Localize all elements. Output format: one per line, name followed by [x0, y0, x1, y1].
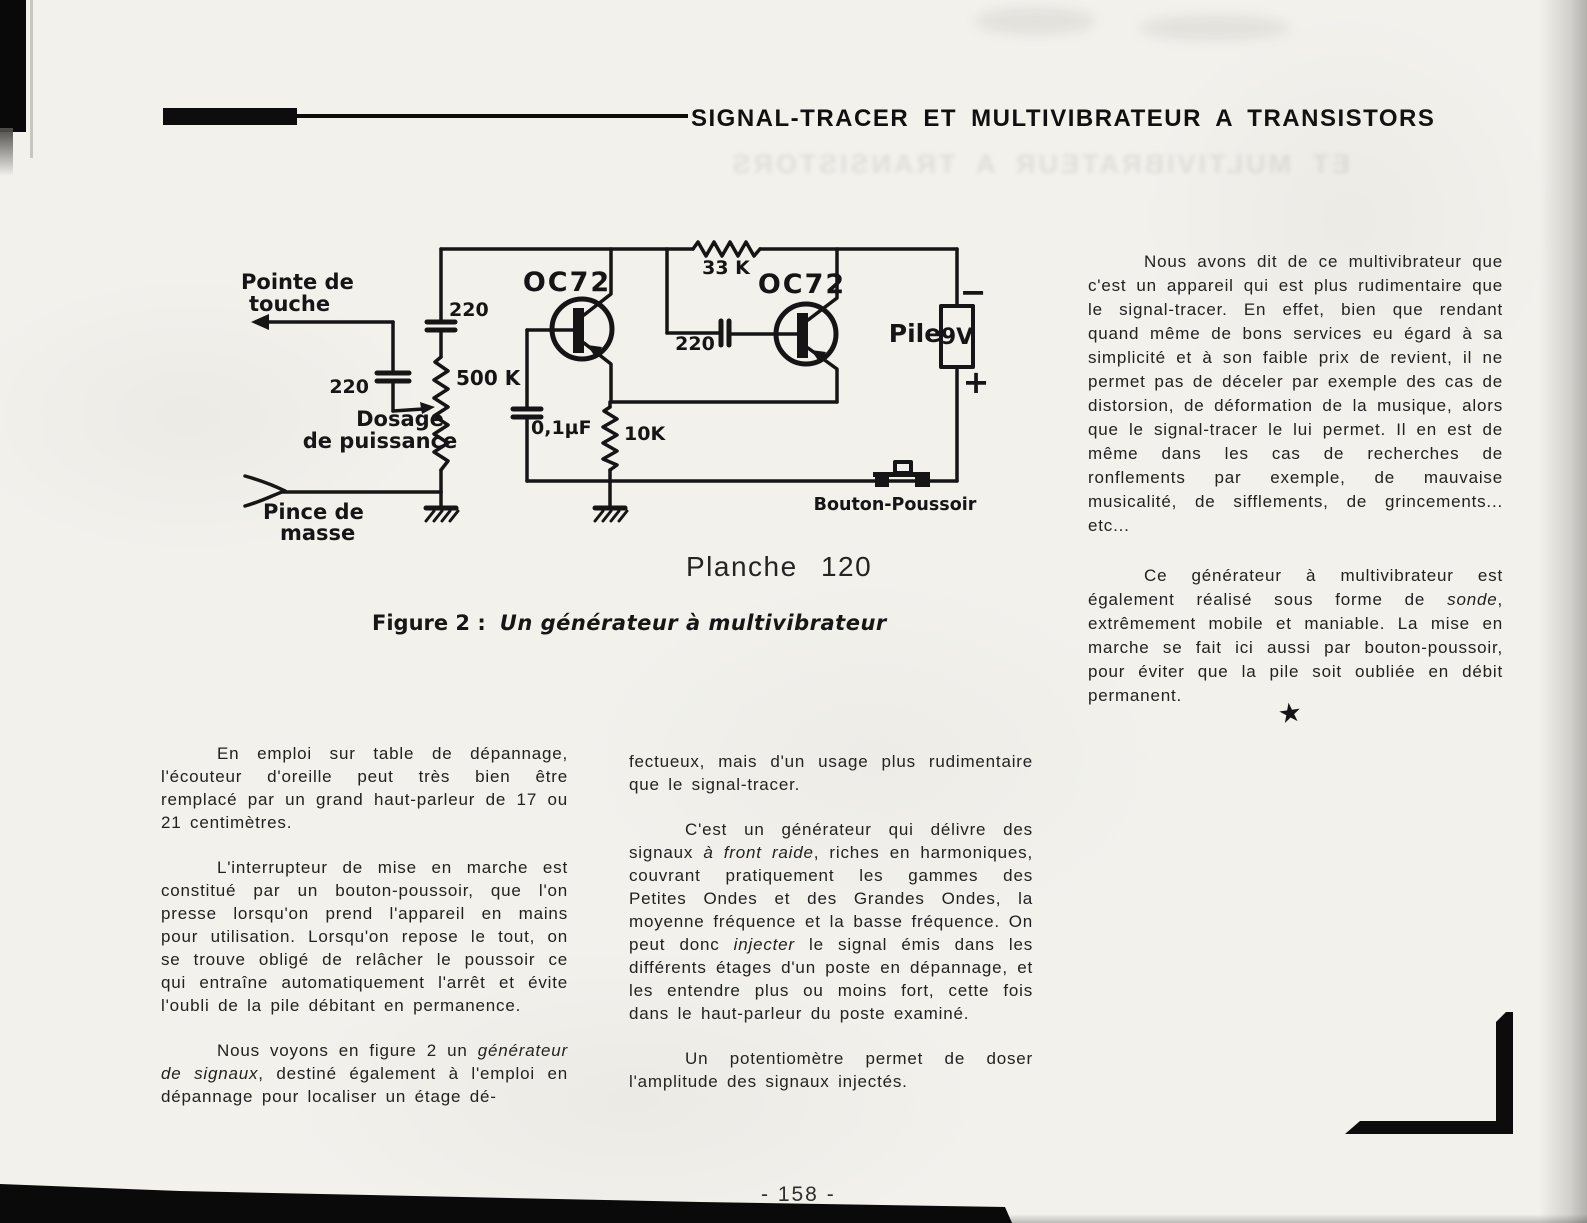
scan-edge-left: [30, 0, 33, 158]
button-knob: [895, 462, 911, 473]
scan-edge-left: [0, 128, 13, 176]
label-pot: Dosage: [356, 407, 444, 431]
label-pot-value: 500 K: [456, 366, 521, 390]
label-probe-cap: 220: [329, 376, 369, 398]
paragraph: En emploi sur table de dépannage, l'écouteur d'oreille peut très bien être remplacé par un grand haut-parleur de 17 ou 21 centimètres.: [161, 744, 568, 832]
scan-smudge: [975, 8, 1095, 34]
button-pad: [875, 477, 889, 487]
label-base-cap: 0,1µF: [531, 417, 592, 439]
paragraph-text: le signal émis dans les différents étages d'un poste en dépannage, et les entendre plus ou moins fort, cette fois dans le haut-parleur du poste examiné.: [629, 935, 1033, 1023]
paragraph: [161, 1039, 568, 1108]
scan-smudge: [1140, 16, 1290, 40]
ground-icon: [442, 511, 450, 521]
figure-schematic: [225, 235, 995, 547]
paragraph: Nous avons dit de ce multivibrateur que c'est un appareil qui est plus rudimentaire que le signal-tracer. En effet, bien que rendant quand même de bons services eu égard à sa simplicité et à son faible prix de revient, il ne permet pas de déceler par exemple des cas de distorsion, de déformation de la musique, alors que le signal-tracer le lui permet. Il en est de même dans les cas de recherches de ronflements par exemple, de mauvaise musicalité, de sifflements, de grincements... etc...: [1088, 252, 1503, 535]
label-transistor1: OC72: [522, 267, 612, 298]
label-pot: de puissance: [302, 429, 458, 453]
paragraph-text: Nous voyons en figure 2 un: [217, 1041, 478, 1060]
ground-icon: [619, 511, 627, 521]
paragraph: L'interrupteur de mise en marche est constitué par un bouton-poussoir, que l'on presse lorsqu'on prend l'appareil en mains pour utilisation. Lorsqu'on repose le tout, on se trouve obligé de relâcher le poussoir ce qui entraîne automatiquement l'arrêt et évite l'oubli de la pile débitant en permanence.: [161, 858, 568, 1015]
bleedthrough-ghost-title: ET MULTIVIBRATEUR A TRANSISTORS: [729, 149, 1350, 179]
scan-edge-right: [1539, 0, 1587, 1223]
star-separator: ★: [1275, 696, 1305, 730]
label-clip: Pince de: [263, 500, 364, 524]
paragraph-italic: générateur de signaux: [161, 1041, 568, 1083]
ground-icon: [595, 511, 603, 521]
paragraph: [1088, 564, 1503, 708]
circuit-schematic: [225, 235, 995, 547]
paragraph-text: C'est un générateur qui délivre des signaux: [629, 820, 1033, 862]
resistor-10k: [603, 407, 617, 470]
label-top-cap: 220: [449, 299, 489, 321]
plate-caption: Planche 120: [686, 551, 873, 582]
label-probe: Pointe de: [241, 270, 354, 294]
label-push-button: Bouton-Poussoir: [813, 495, 977, 515]
resistor-33k: [693, 242, 760, 256]
paragraph-text: , extrêmement mobile et maniable. La mise en marche se fait ici aussi par bouton-poussoir, pour éviter que la pile soit oubliée en débit permanent.: [1088, 590, 1503, 705]
label-battery-voltage: 9V: [940, 325, 974, 350]
clip-icon: [245, 476, 285, 491]
ground-icon: [426, 511, 434, 521]
paragraph: [629, 818, 1033, 1025]
figure-caption: [372, 611, 887, 635]
label-transistor2: OC72: [757, 269, 847, 300]
header-rule-block: [163, 108, 297, 125]
label-battery: Pile: [888, 319, 942, 348]
button-pad: [915, 477, 930, 487]
column-middle: [629, 750, 1033, 1115]
paragraph-text: , destiné également à l'emploi en dépannage pour localiser un étage dé-: [161, 1064, 568, 1106]
battery-minus-sign: −: [959, 273, 987, 311]
label-clip: masse: [280, 521, 356, 545]
page-number: - 158 -: [761, 1183, 836, 1206]
ground-icon: [450, 511, 458, 521]
header-rule-line: [294, 114, 688, 118]
label-10k: 10K: [624, 423, 666, 445]
paragraph: Un potentiomètre permet de doser l'amplitude des signaux injectés.: [629, 1049, 1033, 1091]
paragraph-italic: sonde: [1447, 590, 1498, 609]
ground-icon: [611, 511, 619, 521]
ground-icon: [434, 511, 442, 521]
probe-arrowhead: [251, 314, 269, 330]
paragraph-text: Ce générateur à multivibrateur est également réalisé sous forme de: [1088, 566, 1503, 609]
label-probe: touche: [249, 292, 331, 316]
figure-caption-label: Figure 2 :: [372, 611, 486, 635]
label-33k: 33 K: [702, 257, 750, 279]
paragraph-italic: à front raide: [703, 843, 814, 862]
paragraph-italic: injecter: [733, 935, 795, 954]
paragraph-text: , riches en harmoniques, couvrant pratiquement les gammes des Petites Ondes et des Grandes Ondes, la moyenne fréquence et la basse fréquence. On peut donc: [629, 843, 1034, 954]
scan-edge-left: [0, 0, 26, 132]
paragraph: fectueux, mais d'un usage plus rudimentaire que le signal-tracer.: [629, 752, 1033, 794]
scan-edge-bottom: [1000, 1214, 1587, 1223]
label-coupling-cap: 220: [675, 333, 715, 355]
column-left: [161, 742, 568, 1130]
ground-icon: [603, 511, 611, 521]
corner-mark: [1340, 1005, 1520, 1140]
column-right: [1088, 250, 1503, 734]
page-title: SIGNAL-TRACER ET MULTIVIBRATEUR A TRANSISTORS: [691, 105, 1436, 132]
battery-plus-sign: +: [962, 363, 990, 401]
figure-caption-text: Un générateur à multivibrateur: [499, 611, 887, 635]
